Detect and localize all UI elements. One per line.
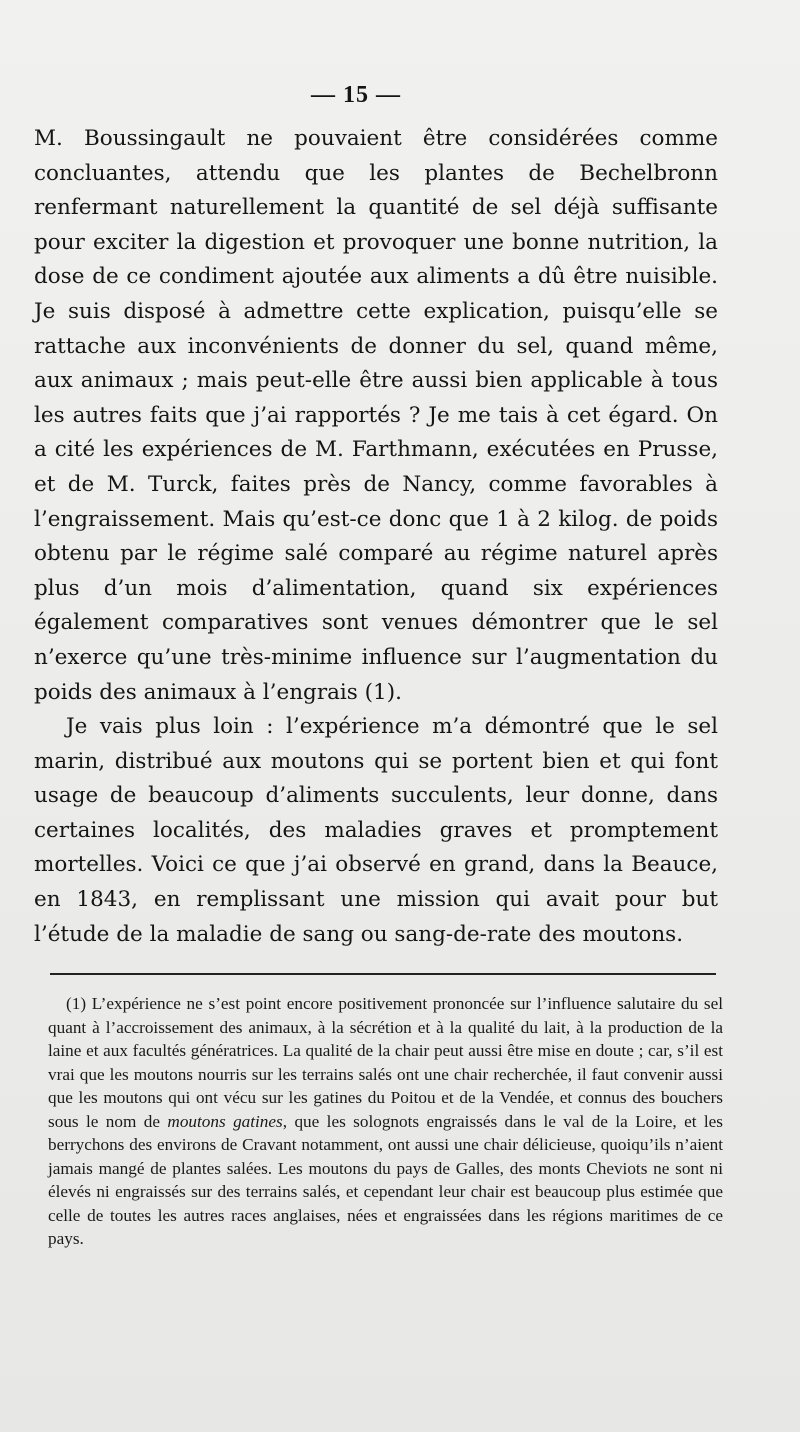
footnote [48,992,723,1251]
footnote-paragraph [48,992,723,1251]
footnote-text-start: (1) L’expérience ne s’est point encore positivement prononcée sur l’influence salutaire du sel quant à l’accroissement des animaux, à la sécrétion et à la qualité du lait, à la production de la laine et aux facultés génératrices. La qualité de la chair peut aussi être mise en doute ; car, s’il est vrai que les moutons nourris sur les terrains salés ont une chair recherchée, il faut convenir aussi que les moutons qui ont vécu sur les gatines du Poitou et de la Vendée, et connus des bouchers sous le nom de [48,994,723,1131]
paragraph-2: Je vais plus loin : l’expérience m’a démontré que le sel marin, distribué aux moutons qui se portent bien et qui font usage de beaucoup d’aliments succulents, leur donne, dans certaines localités, des maladies graves et promptement mortelles. Voici ce que j’ai observé en grand, dans la Beauce, en 1843, en remplissant une mission qui avait pour but l’étude de la maladie de sang ou sang-de-rate des moutons. [34,714,718,947]
footnote-separator [50,973,716,975]
page-number: — 15 — [311,82,401,108]
paragraph-1: M. Boussingault ne pouvaient être considérées comme concluantes, attendu que les plantes de Bechelbronn renfermant naturellement la quantité de sel déjà suffisante pour exciter la digestion et provoquer une bonne nutrition, la dose de ce condiment ajoutée aux aliments a dû être nuisible. Je suis disposé à admettre cette explication, puisqu’elle se rattache aux inconvénients de donner du sel, quand même, aux animaux ; mais peut-elle être aussi bien applicable à tous les autres faits que j’ai rapportés ? Je me tais à cet égard. On a cité les expériences de M. Farthmann, exécutées en Prusse, et de M. Turck, faites près de Nancy, comme favorables à l’engraissement. Mais qu’est-ce donc que 1 à 2 kilog. de poids obtenu par le régime salé comparé au régime naturel après plus d’un mois d’alimentation, quand six expériences également comparatives sont venues démontrer que le sel n’exerce qu’une très-minime influence sur l’augmentation du poids des animaux à l’engrais (1). [34,126,718,705]
footnote-italic-term: moutons gatines [167,1111,283,1131]
footnote-text-end: , que les solognots engraissés dans le val de la Loire, et les berrychons des environs de Cravant notamment, ont aussi une chair délicieuse, quoiqu’ils n’aient jamais mangé de plantes salées. Les moutons du pays de Galles, des monts Cheviots ne sont ni élevés ni engraissés sur des terrains salés, et cependant leur chair est beaucoup plus estimée que celle de toutes les autres races anglaises, nées et engraissées dans les régions maritimes de ce pays. [48,1111,723,1248]
main-text [34,122,718,952]
